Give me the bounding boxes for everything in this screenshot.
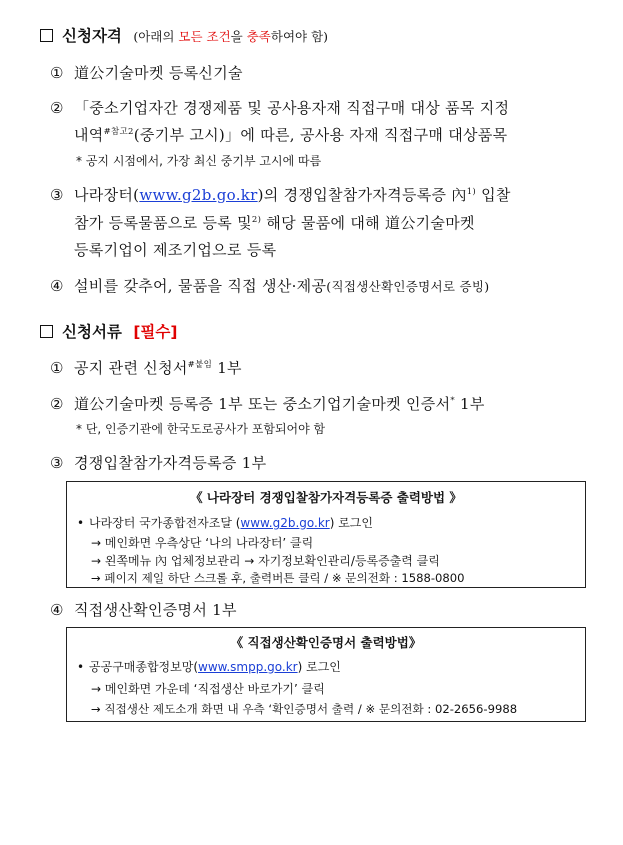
document-item-1: ① 공지 관련 신청서$^{\#붙임}$ 1부 <box>50 359 242 377</box>
section-title: 신청자격 <box>62 27 122 45</box>
section-heading-eligibility <box>40 24 328 46</box>
eligibility-item-2-line1: ② 「중소기업자간 경쟁제품 및 공사용자재 직접구매 대상 품목 지정 <box>50 99 510 117</box>
g2b-link[interactable]: www.g2b.go.kr <box>240 516 330 530</box>
document-item-2: ② 道公기술마켓 등록증 1부 또는 중소기업기술마켓 인증서* 1부 <box>50 395 485 413</box>
eligibility-item-2-note: * 공지 시점에서, 가장 최신 중기부 고시에 따름 <box>76 154 322 168</box>
section-title: 신청서류 <box>62 323 122 341</box>
panel-line-2: → 메인화면 가운데 ‘직접생산 바로가기’ 클릭 <box>91 682 325 696</box>
eligibility-note: (아래의 모든 조건을 충족하여야 함) <box>133 29 329 44</box>
g2b-link[interactable]: www.g2b.go.kr <box>139 186 258 204</box>
checkbox-square-icon <box>40 29 53 42</box>
eligibility-item-2-line2: 내역$^{\#참고2}$(중기부 고시)」에 따른, 공사용 자재 직접구매 대상품목 <box>74 126 508 144</box>
required-badge: [필수] <box>133 323 178 341</box>
panel-line-1: • 나라장터 국가종합전자조달 (www.g2b.go.kr) 로그인 <box>77 516 373 530</box>
checkbox-square-icon <box>40 325 53 338</box>
g2b-print-guide-panel <box>66 481 586 588</box>
panel-line-4: → 페이지 제일 하단 스크롤 후, 출력버튼 클릭 / ※ 문의전화 : 1588-0800 <box>91 571 465 585</box>
document-item-3: ③ 경쟁입찰참가자격등록증 1부 <box>50 454 267 472</box>
eligibility-item-4: ④ 설비를 갖추어, 물품을 직접 생산·제공(직접생산확인증명서로 증빙) <box>50 277 490 295</box>
document-item-4: ④ 직접생산확인증명서 1부 <box>50 601 237 619</box>
eligibility-item-3-line3: 등록기업이 제조기업으로 등록 <box>74 241 277 259</box>
section-heading-documents <box>40 320 177 342</box>
panel-line-1: • 공공구매종합정보망(www.smpp.go.kr) 로그인 <box>77 660 341 674</box>
eligibility-item-3-line2: 참가 등록물품으로 등록 및$^{2)}$ 해당 물품에 대해 道公기술마켓 <box>74 214 475 232</box>
smpp-link[interactable]: www.smpp.go.kr <box>198 660 298 674</box>
panel-title: 《 직접생산확인증명서 출력방법》 <box>230 635 422 650</box>
eligibility-item-1: ① 道公기술마켓 등록신기술 <box>50 64 243 82</box>
eligibility-item-3-line1: ③ 나라장터(www.g2b.go.kr)의 경쟁입찰참가자격등록증 內$^{1)}$ 입찰 <box>50 186 511 204</box>
smpp-print-guide-panel <box>66 627 586 722</box>
panel-line-3: → 직접생산 제도소개 화면 내 우측 ‘확인증명서 출력 / ※ 문의전화 : 02-2656-9988 <box>91 702 518 716</box>
panel-title: 《 나라장터 경쟁입찰참가자격등록증 출력방법 》 <box>190 490 462 505</box>
panel-line-2: → 메인화면 우측상단 ‘나의 나라장터’ 클릭 <box>91 536 314 550</box>
document-item-2-note: * 단, 인증기관에 한국도로공사가 포함되어야 함 <box>76 422 326 436</box>
panel-line-3: → 왼쪽메뉴 內 업체정보관리 → 자기정보확인관리/등록증출력 클릭 <box>91 554 440 568</box>
